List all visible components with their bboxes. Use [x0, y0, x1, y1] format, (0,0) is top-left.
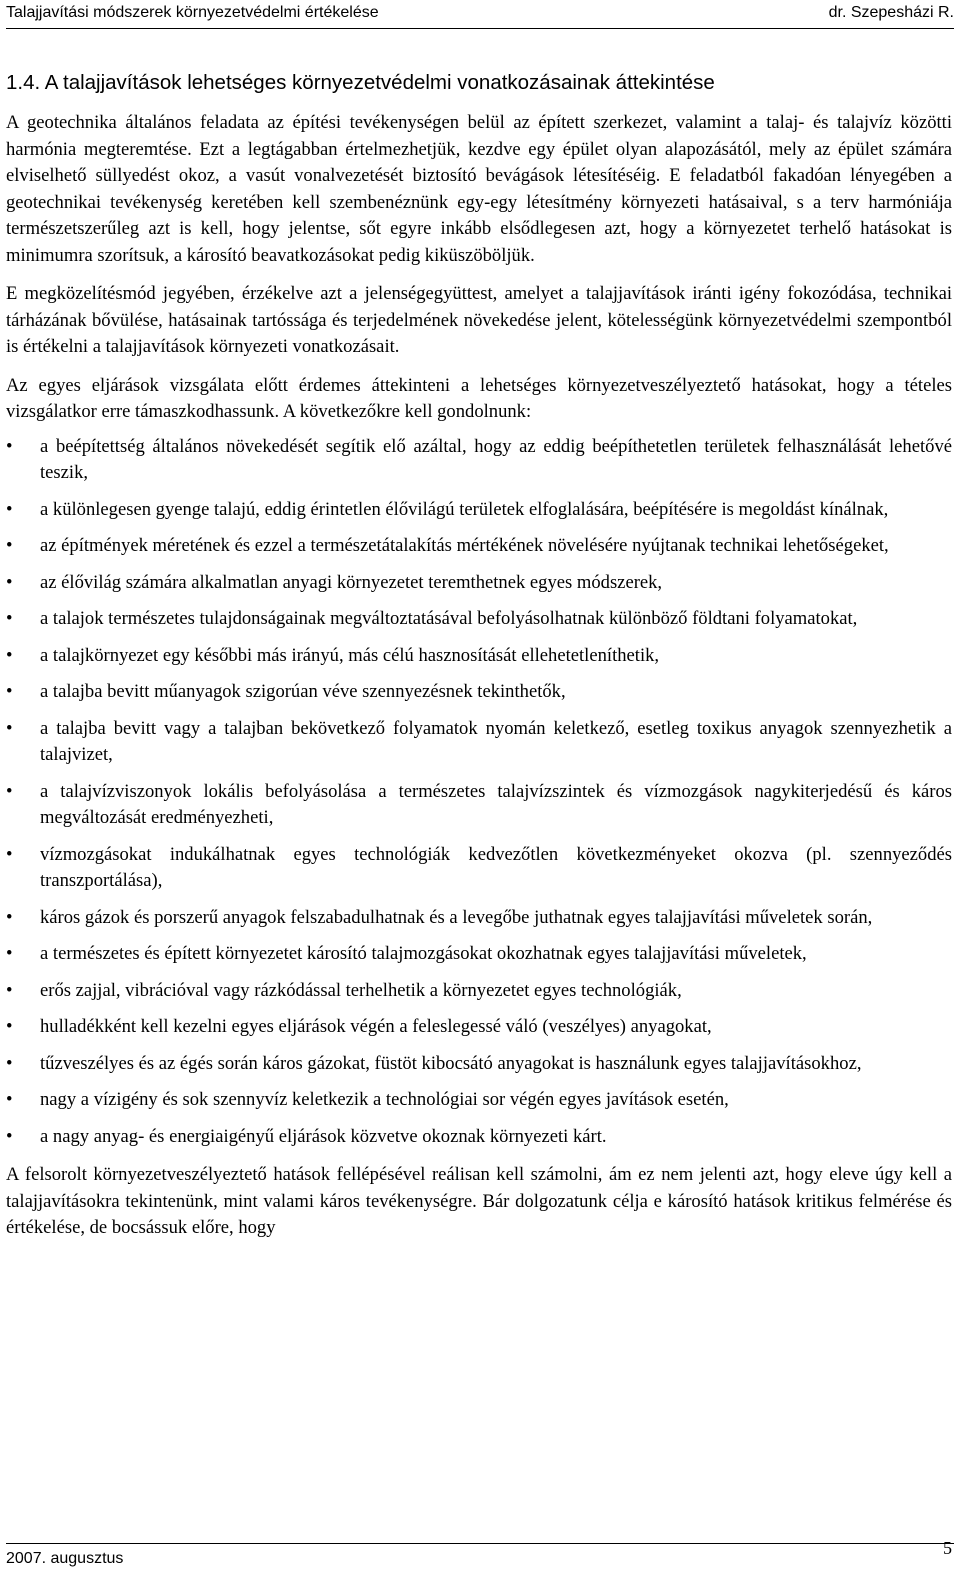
list-item: [6, 1087, 952, 1114]
page-footer: [6, 1538, 954, 1574]
list-item: [6, 1051, 952, 1078]
list-item-text: a talajvízviszonyok lokális befolyásolása a természetes talajvízszintek és vízmozgások nagykiterjedésű és káros megváltozását eredményezheti,: [40, 780, 952, 828]
bullet-icon: •: [6, 906, 13, 928]
list-item: [6, 905, 952, 932]
list-item-text: a beépítettség általános növekedését segítik elő azáltal, hogy az eddig beépíthetetlen területek felhasználását lehetővé teszik,: [40, 435, 952, 483]
list-item-text: nagy a vízigény és sok szennyvíz keletkezik a technológiai sor végén egyes javítások esetén,: [40, 1089, 729, 1110]
paragraph-3: Az egyes eljárások vizsgálata előtt érdemes áttekinteni a lehetséges környezetveszélyeztető hatásokat, hogy a tételes vizsgálatkor erre támaszkodhassunk. A következőkre kell gondolnunk:: [6, 374, 952, 422]
bullet-icon: •: [6, 681, 13, 702]
list-item-text: tűzveszélyes és az égés során káros gázokat, füstöt kibocsátó anyagokat is használunk egyes talajjavításokhoz,: [40, 1052, 862, 1074]
list-item: [6, 1124, 952, 1151]
list-item-text: az élővilág számára alkalmatlan anyagi környezetet teremthetnek egyes módszerek,: [40, 571, 663, 593]
list-item: [6, 533, 952, 560]
list-item: [6, 779, 952, 832]
list-item-text: a talajba bevitt műanyagok szigorúan véve szennyezésnek tekinthetők,: [40, 681, 566, 702]
list-item: [6, 978, 952, 1005]
paragraph-2: E megközelítésmód jegyében, érzékelve azt a jelenségegyüttest, amelyet a talajjavítások iránti igény fokozódása, technikai tárházának bővülése, hatásainak tartóssága és terjedelmének növekedése jelent, kötelességünk környezetvédelmi szempontból is értékelni a talajjavítások környezeti vonatkozásait.: [6, 283, 952, 357]
page-content: [6, 70, 952, 1254]
bullet-icon: •: [6, 780, 13, 802]
bullet-icon: •: [6, 1125, 13, 1147]
list-item-text: a nagy anyag- és energiaigényű eljárások közvetve okoznak környezeti kárt.: [40, 1125, 607, 1147]
list-item-text: a talajba bevitt vagy a talajban bekövetkező folyamatok nyomán keletkező, esetleg toxikus anyagok szennyezhetik a talajvizet,: [40, 717, 952, 765]
list-item-text: a különlegesen gyenge talajú, eddig érintetlen élővilágú területek elfoglalására, beépítésére is megoldást kínálnak,: [40, 498, 889, 520]
bullet-icon: •: [6, 644, 13, 666]
closing-paragraph: A felsorolt környezetveszélyeztető hatások fellépésével reálisan kell számolni, ám ez nem jelenti azt, hogy eleve úgy kell a talajjavításokra tekintenünk, mint valami káros tevékenységre. Bár dolgozatunk célja e károsító hatások kritikus felmérése és értékelése, de bocsássuk előre, hogy: [6, 1164, 952, 1238]
list-item: [6, 941, 952, 968]
header-author: dr. Szepesházi R.: [828, 4, 954, 21]
list-item-text: hulladékként kell kezelni egyes eljárások végén a feleslegessé váló (veszélyes) anyagokat,: [40, 1016, 712, 1037]
page-header: [6, 0, 954, 29]
bullet-icon: •: [6, 1052, 13, 1074]
list-item-text: a talajkörnyezet egy későbbi más irányú, más célú hasznosítását ellehetetleníthetik,: [40, 644, 660, 666]
list-item-text: az építmények méretének és ezzel a természetátalakítás mértékének növelésére nyújtanak technikai lehetőségeket,: [40, 535, 889, 556]
bullet-icon: •: [6, 498, 13, 520]
list-item: [6, 679, 952, 706]
bullet-icon: •: [6, 979, 13, 1001]
bullet-icon: •: [6, 843, 13, 865]
list-item-text: káros gázok és porszerű anyagok felszabadulhatnak és a levegőbe juthatnak egyes talajjavítási műveletek során,: [40, 906, 873, 928]
paragraph-1: A geotechnika általános feladata az építési tevékenységen belül az épített szerkezet, valamint a talaj- és talajvíz közötti harmónia megteremtése. Ezt a legtágabban értelmezhetjük, kezdve egy épület olyan alapozásától, mely az épület számára elviselhető süllyedést okoz, a vasút vonalvezetését biztosító bevágások létesítéséig. E feladatból fakadóan lényegében a geotechnikai tevékenység keretében kell szembenéznünk egy-egy létesítmény környezeti hatásaival, s a terv harmóniája természetszerűleg azt is kell, hogy jelentse, sőt egyre inkább elsődlegesen azt, hogy a környezetet terhelő hatásokat is minimumra szorítsuk, a károsító beavatkozásokat pedig kiküszöböljük.: [6, 112, 952, 266]
list-item: [6, 606, 952, 633]
list-item-text: vízmozgásokat indukálhatnak egyes technológiák kedvezőtlen következményeket okozva (pl. szennyeződés transzportálása),: [40, 843, 952, 891]
list-item-text: erős zajjal, vibrációval vagy rázkódással terhelhetik a környezetet egyes technológiák,: [40, 979, 682, 1001]
bullet-icon: •: [6, 717, 13, 739]
footer-date: 2007. augusztus: [6, 1550, 124, 1567]
bullet-icon: •: [6, 1089, 13, 1110]
bullet-icon: •: [6, 943, 13, 964]
list-item-text: a természetes és épített környezetet károsító talajmozgásokat okozhatnak egyes talajjavítási műveletek,: [40, 943, 807, 964]
bullet-icon: •: [6, 435, 13, 457]
list-item: [6, 1014, 952, 1041]
list-item: [6, 570, 952, 597]
page-number: 5: [943, 1538, 952, 1558]
section-title: 1.4. A talajjavítások lehetséges környezetvédelmi vonatkozásainak áttekintése: [6, 71, 715, 94]
list-item: [6, 643, 952, 670]
bullet-icon: •: [6, 535, 13, 556]
list-item: [6, 842, 952, 895]
list-item: [6, 716, 952, 769]
header-document-title: Talajjavítási módszerek környezetvédelmi értékelése: [6, 4, 379, 21]
list-item: [6, 497, 952, 524]
list-item: [6, 434, 952, 487]
bullet-icon: •: [6, 608, 13, 629]
bullet-icon: •: [6, 571, 13, 593]
hazard-list: [6, 434, 952, 1151]
list-item-text: a talajok természetes tulajdonságainak megváltoztatásával befolyásolhatnak különböző földtani folyamatokat,: [40, 608, 858, 629]
bullet-icon: •: [6, 1016, 13, 1037]
